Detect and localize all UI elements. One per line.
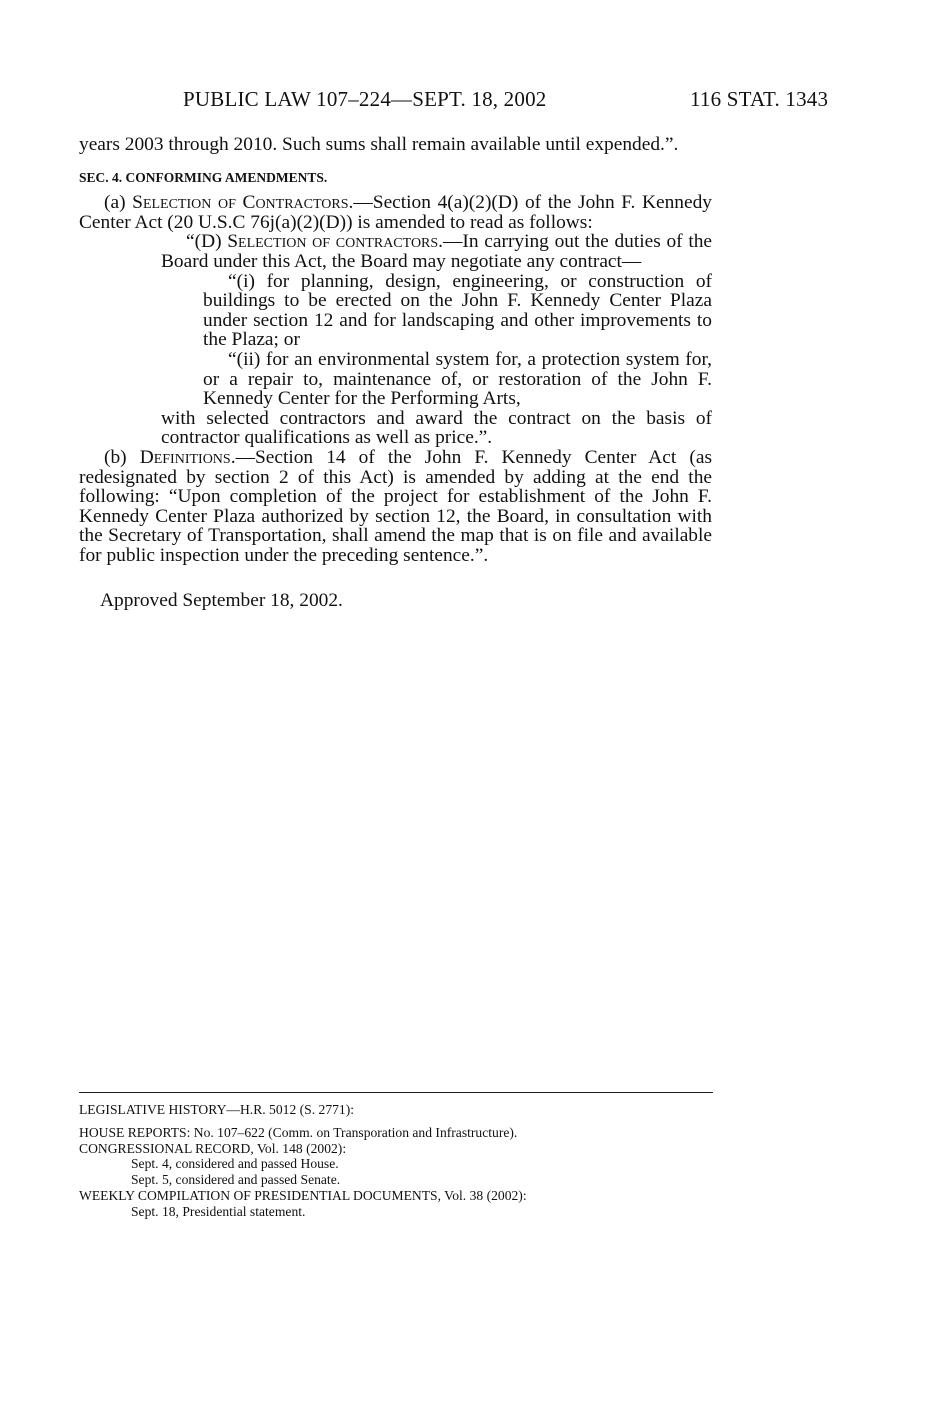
paragraph-d-heading: Selection of contractors. (227, 231, 444, 253)
document-body (79, 135, 712, 611)
congressional-record: CONGRESSIONAL RECORD, Vol. 148 (2002): (79, 1140, 347, 1156)
subsection-a (79, 193, 712, 232)
paragraph-d-text: —In carrying out the duties of the Board under this Act, the Board may negotiate any contract— (161, 231, 713, 272)
closing-text-d: with selected contractors and award the contract on the basis of contractor qualifications as well as price.”. (161, 407, 712, 449)
subsection-b-text: —Section 14 of the John F. Kennedy Center Act (as redesignated by section 2 of this Act) is amended by adding at the end the following: “Upon completion of the project for establishment of the John F. Kennedy Center Plaza authorized by section 12, the Board, in consultation with the Secretary of Transportation, shall amend the map that is on file and available for public inspection under the preceding sentence.”. (79, 446, 712, 566)
running-header-title: PUBLIC LAW 107–224—SEPT. 18, 2002 (183, 87, 547, 111)
subsection-b (79, 448, 712, 566)
continuation-paragraph: years 2003 through 2010. Such sums shall remain available until expended.”. (79, 134, 679, 155)
clause-ii: “(ii) for an environmental system for, a protection system for, or a repair to, maintenance of, or restoration of the John F. Kennedy Center for the Performing Arts, (203, 348, 712, 410)
footnote-divider (79, 1092, 713, 1093)
paragraph-d (161, 232, 712, 271)
subsection-a-text: —Section 4(a)(2)(D) of the John F. Kennedy Center Act (20 U.S.C 76j(a)(2)(D)) is amended to read as follows: (79, 192, 712, 233)
subsection-a-label: (a) (104, 192, 133, 214)
paragraph-d-label: “(D) (186, 231, 228, 253)
subsection-b-heading: Definitions. (139, 446, 236, 468)
statute-page-number: 116 STAT. 1343 (690, 87, 829, 111)
weekly-compilation: WEEKLY COMPILATION OF PRESIDENTIAL DOCUMENTS, Vol. 38 (2002): (79, 1187, 527, 1203)
legislative-history (79, 1102, 719, 1220)
subsection-b-label: (b) (104, 446, 140, 468)
section-heading: SEC. 4. CONFORMING AMENDMENTS. (79, 169, 328, 185)
approval-date: Approved September 18, 2002. (100, 590, 343, 612)
congressional-record-entry: Sept. 5, considered and passed Senate. (131, 1172, 341, 1188)
congressional-record-entry: Sept. 4, considered and passed House. (131, 1156, 339, 1172)
legislative-history-title: LEGISLATIVE HISTORY—H.R. 5012 (S. 2771): (79, 1102, 355, 1117)
subsection-a-heading: Selection of Contractors. (132, 192, 354, 214)
house-reports: HOUSE REPORTS: No. 107–622 (Comm. on Transporation and Infrastructure). (79, 1124, 518, 1140)
clause-i: “(i) for planning, design, engineering, or construction of buildings to be erected on the John F. Kennedy Center Plaza under section 12 and for landscaping and other improvements to the Plaza; or (203, 270, 712, 351)
weekly-compilation-entry: Sept. 18, Presidential statement. (131, 1203, 306, 1219)
